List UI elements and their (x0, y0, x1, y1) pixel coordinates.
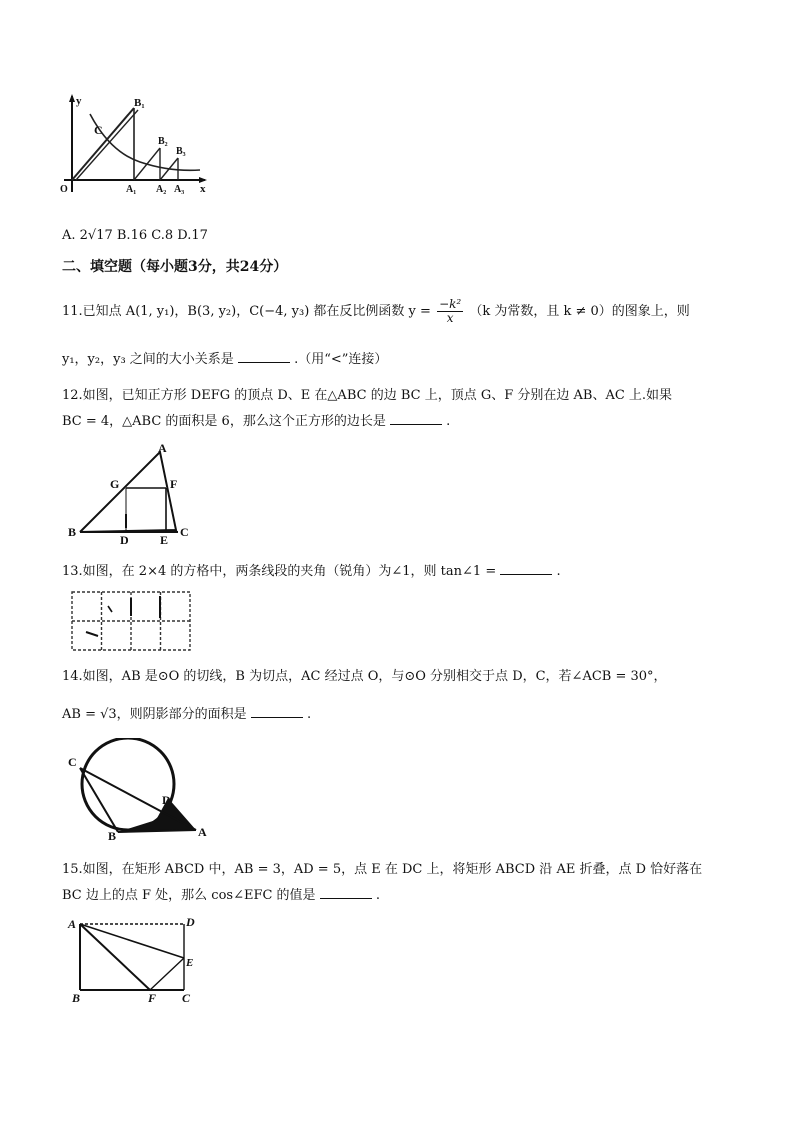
q11-frac-den: x (446, 311, 454, 325)
q12-label-a: A (158, 442, 167, 455)
q12-line2 (62, 412, 450, 431)
q15-figure (64, 914, 200, 1004)
q11-frac-num: −k² (439, 297, 462, 311)
q15-line2 (62, 886, 380, 905)
q10-label-y: y (76, 95, 82, 107)
q12-text-a: BC = 4，△ABC 的面积是 6，那么这个正方形的边长是 (62, 414, 386, 429)
q10-label-a1: A₁ (126, 184, 137, 195)
q13-text-b: . (556, 564, 561, 579)
q12-triangle-square (66, 442, 196, 546)
q15-answer-blank[interactable] (320, 886, 372, 899)
q14-text-b: . (306, 707, 312, 722)
q15-label-a: A (68, 917, 77, 931)
q11-line2 (62, 350, 387, 369)
q13-grid (68, 588, 194, 654)
q14-label-d: D (162, 793, 171, 807)
q12-figure (66, 442, 196, 546)
q15-label-d: D (186, 915, 195, 929)
q13-figure (68, 588, 194, 654)
q13-answer-blank[interactable] (500, 562, 552, 575)
q12-label-c: C (180, 525, 189, 539)
q10-label-a2: A₂ (156, 184, 167, 195)
q12-answer-blank[interactable] (390, 412, 442, 425)
q12-label-f: F (170, 477, 178, 491)
q14-figure (66, 738, 212, 840)
q11-text-a: 11.已知点 A(1, y₁)，B(3, y₂)，C(−4, y₃) 都在反比例函数 y = (62, 304, 431, 319)
q11-text-c: y₁，y₂，y₃ 之间的大小关系是 (62, 352, 234, 367)
q14-answer-blank[interactable] (251, 705, 303, 718)
q10-label-o: O (60, 184, 68, 195)
q15-label-e: E (186, 957, 194, 969)
q15-text-a: BC 边上的点 F 处，那么 cos∠EFC 的值是 (62, 888, 316, 903)
q15-line1: 15.如图，在矩形 ABCD 中，AB = 3，AD = 5，点 E 在 DC 上，将矩形 ABCD 沿 AE 折叠，点 D 恰好落在 (62, 862, 703, 877)
q14-line1: 14.如图，AB 是⊙O 的切线，B 为切点，AC 经过点 O，与⊙O 分别相交于点 D，C，若∠ACB = 30°， (62, 669, 667, 684)
q14-label-b: B (108, 829, 117, 840)
q14-label-c: C (68, 755, 77, 769)
section-heading: 二、填空题（每小题3分，共24分） (62, 259, 288, 275)
q11-text-b: （k 为常数，且 k ≠ 0）的图象上，则 (469, 304, 690, 319)
q10-graph (60, 92, 210, 197)
q15-label-c: C (182, 991, 191, 1004)
q10-options: A. 2√17 B.16 C.8 D.17 (62, 228, 208, 243)
q10-label-b1: B₁ (134, 97, 145, 109)
q14-line2 (62, 705, 311, 724)
q12-text-b: . (446, 414, 451, 429)
q11-line1 (62, 298, 690, 325)
q13-line1 (62, 562, 561, 581)
q14-label-a: A (198, 825, 207, 839)
q10-label-x: x (200, 183, 206, 195)
q14-text-a: AB = √3，则阴影部分的面积是 (62, 707, 247, 722)
q11-fraction (437, 298, 463, 325)
q11-answer-blank[interactable] (238, 350, 290, 363)
q10-label-a3: A₃ (174, 184, 185, 195)
q11-text-d: .（用“<”连接） (294, 352, 388, 367)
q12-label-b: B (68, 525, 77, 539)
q12-label-e: E (160, 533, 169, 546)
q15-rectangle-fold (64, 914, 200, 1004)
q14-circle-tangent (66, 738, 212, 840)
q10-figure (60, 92, 210, 197)
q12-line1: 12.如图，已知正方形 DEFG 的顶点 D、E 在△ABC 的边 BC 上，顶点 G、F 分别在边 AB、AC 上.如果 (62, 388, 673, 403)
q10-label-c: C (94, 123, 103, 137)
q15-label-b: B (72, 991, 81, 1004)
q13-text-a: 13.如图，在 2×4 的方格中，两条线段的夹角（锐角）为∠1，则 tan∠1 = (62, 564, 497, 579)
q15-text-b: . (375, 888, 380, 903)
q12-label-g: G (110, 477, 120, 491)
q10-label-b2: B₂ (158, 136, 168, 147)
q10-label-b3: B₃ (176, 146, 186, 157)
q15-label-f: F (148, 991, 157, 1004)
q12-label-d: D (120, 533, 129, 546)
